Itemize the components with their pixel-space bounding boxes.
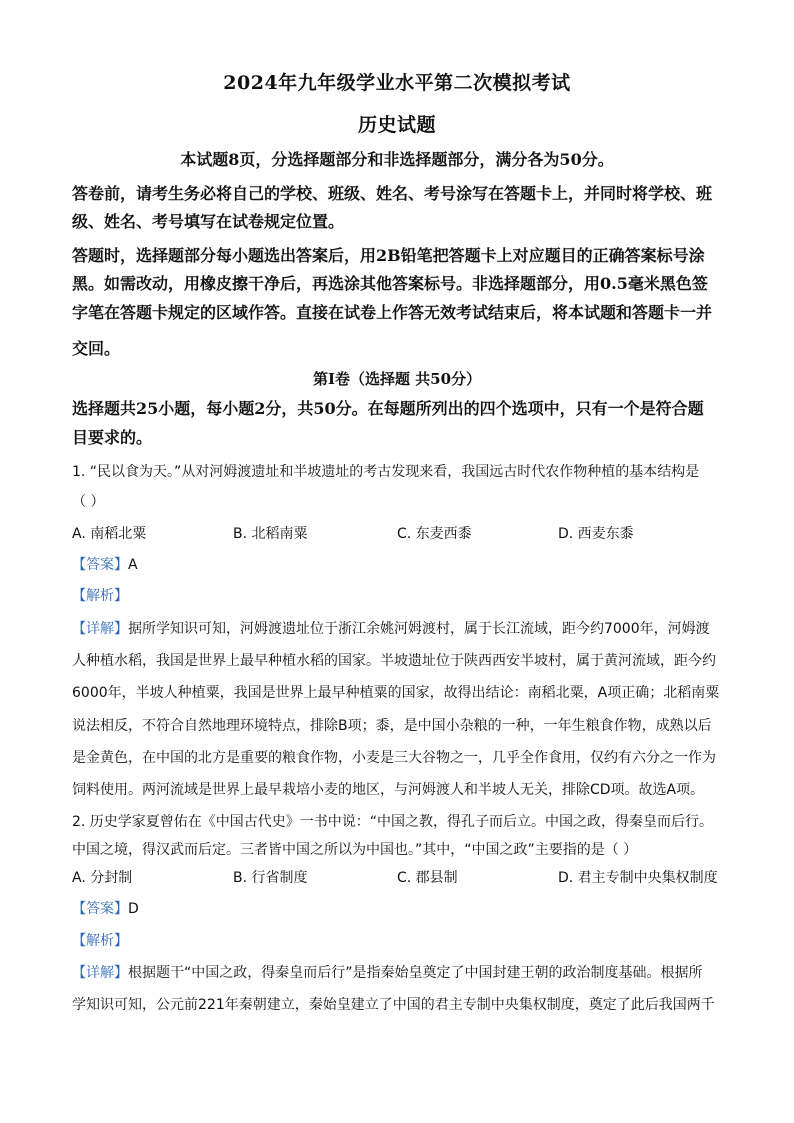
answer-value: A [128,557,138,573]
detail-tag: 【详解】 [72,621,128,637]
q1-option-d: D. 西麦东黍 [558,526,634,542]
q1-detail-line-5: 是金黄色，在中国的北方是重要的粮食作物，小麦是三大谷物之一，几乎全作食用，仅约有六分之一作为 [72,750,716,766]
detail-tag: 【详解】 [72,965,128,981]
detail-text: 据所学知识可知，河姆渡遗址位于浙江余姚河姆渡村，属于长江流域，距今约7000年，河姆渡 [128,621,710,637]
section-desc-2: 目要求的。 [72,428,153,447]
instruction-line-2: 答卷前，请考生务必将自己的学校、班级、姓名、考号涂写在答题卡上，并同时将学校、班 [72,184,713,203]
answer-tag: 【答案】 [72,901,128,917]
q1-detail-line-3: 6000年，半坡人种植粟，我国是世界上最早种植粟的国家，故得出结论：南稻北粟，A项正确；北稻南粟 [72,685,720,701]
section-desc-1: 选择题共25小题，每小题2分，共50分。在每题所列出的四个选项中，只有一个是符合题 [72,399,704,418]
instruction-line-6: 字笔在答题卡规定的区域作答。直接在试卷上作答无效考试结束后，将本试题和答题卡一并 [72,303,713,322]
answer-value: D [128,901,139,917]
q1-option-c: C. 东麦西黍 [397,526,472,542]
section-heading: 第I卷（选择题 共50分） [312,370,482,388]
page-subtitle: 历史试题 [357,114,436,136]
q1-answer [72,555,722,575]
q2-option-c: C. 郡县制 [397,870,458,886]
q2-answer [72,899,722,919]
q1-option-b: B. 北稻南粟 [233,526,308,542]
q1-detail-line-2: 人种植水稻，我国是世界上最早种植水稻的国家。半坡遗址位于陕西西安半坡村，属于黄河流域，距今约 [72,653,716,669]
instruction-line-5: 黑。如需改动，用橡皮擦干净后，再选涂其他答案标号。非选择题部分，用0.5毫米黑色签 [72,274,708,293]
answer-tag: 【答案】 [72,557,128,573]
q1-analysis [72,586,722,606]
detail-text: 根据题干“中国之政，得秦皇而后行”是指秦始皇奠定了中国封建王朝的政治制度基础。根据所 [128,965,703,981]
instruction-line-4: 答题时，选择题部分每小题选出答案后，用2B铅笔把答题卡上对应题目的正确答案标号涂 [72,246,705,265]
q2-option-a: A. 分封制 [72,870,133,886]
q2-option-d: D. 君主专制中央集权制度 [558,870,718,886]
q2-stem-line-1: 2. 历史学家夏曾佑在《中国古代史》一书中说：“中国之教，得孔子而后立。中国之政，得秦皇而后行。 [72,814,714,830]
q2-analysis [72,931,722,951]
q2-stem-line-2: 中国之境，得汉武而后定。三者皆中国之所以为中国也。”其中，“中国之政”主要指的是（ ） [72,842,638,858]
q2-detail-line-1 [72,963,722,983]
instruction-line-3: 级、姓名、考号填写在试卷规定位置。 [72,212,345,231]
q2-detail-line-2: 学知识可知，公元前221年秦朝建立，秦始皇建立了中国的君主专制中央集权制度，奠定了此后我国两千 [72,997,715,1013]
q1-detail-line-6: 饲料使用。两河流域是世界上最早栽培小麦的地区，与河姆渡人和半坡人无关，排除CD项。故选A项。 [72,782,705,798]
analysis-tag: 【解析】 [72,588,128,604]
analysis-tag: 【解析】 [72,933,128,949]
q1-detail-line-1 [72,619,722,639]
q1-option-a: A. 南稻北粟 [72,526,147,542]
q2-option-b: B. 行省制度 [233,870,308,886]
page-title: 2024年九年级学业水平第二次模拟考试 [223,72,571,94]
instruction-line-7: 交回。 [72,339,121,358]
q1-stem-line-2: （ ） [72,494,105,510]
q1-stem-line-1: 1. “民以食为天。”从对河姆渡遗址和半坡遗址的考古发现来看，我国远古时代农作物种植的基本结构是 [72,464,700,480]
q1-detail-line-4: 说法相反，不符合自然地理环境特点，排除B项；黍，是中国小杂粮的一种，一年生粮食作物，成熟以后 [72,718,712,734]
instruction-line-1: 本试题8页，分选择题部分和非选择题部分，满分各为50分。 [180,150,614,169]
